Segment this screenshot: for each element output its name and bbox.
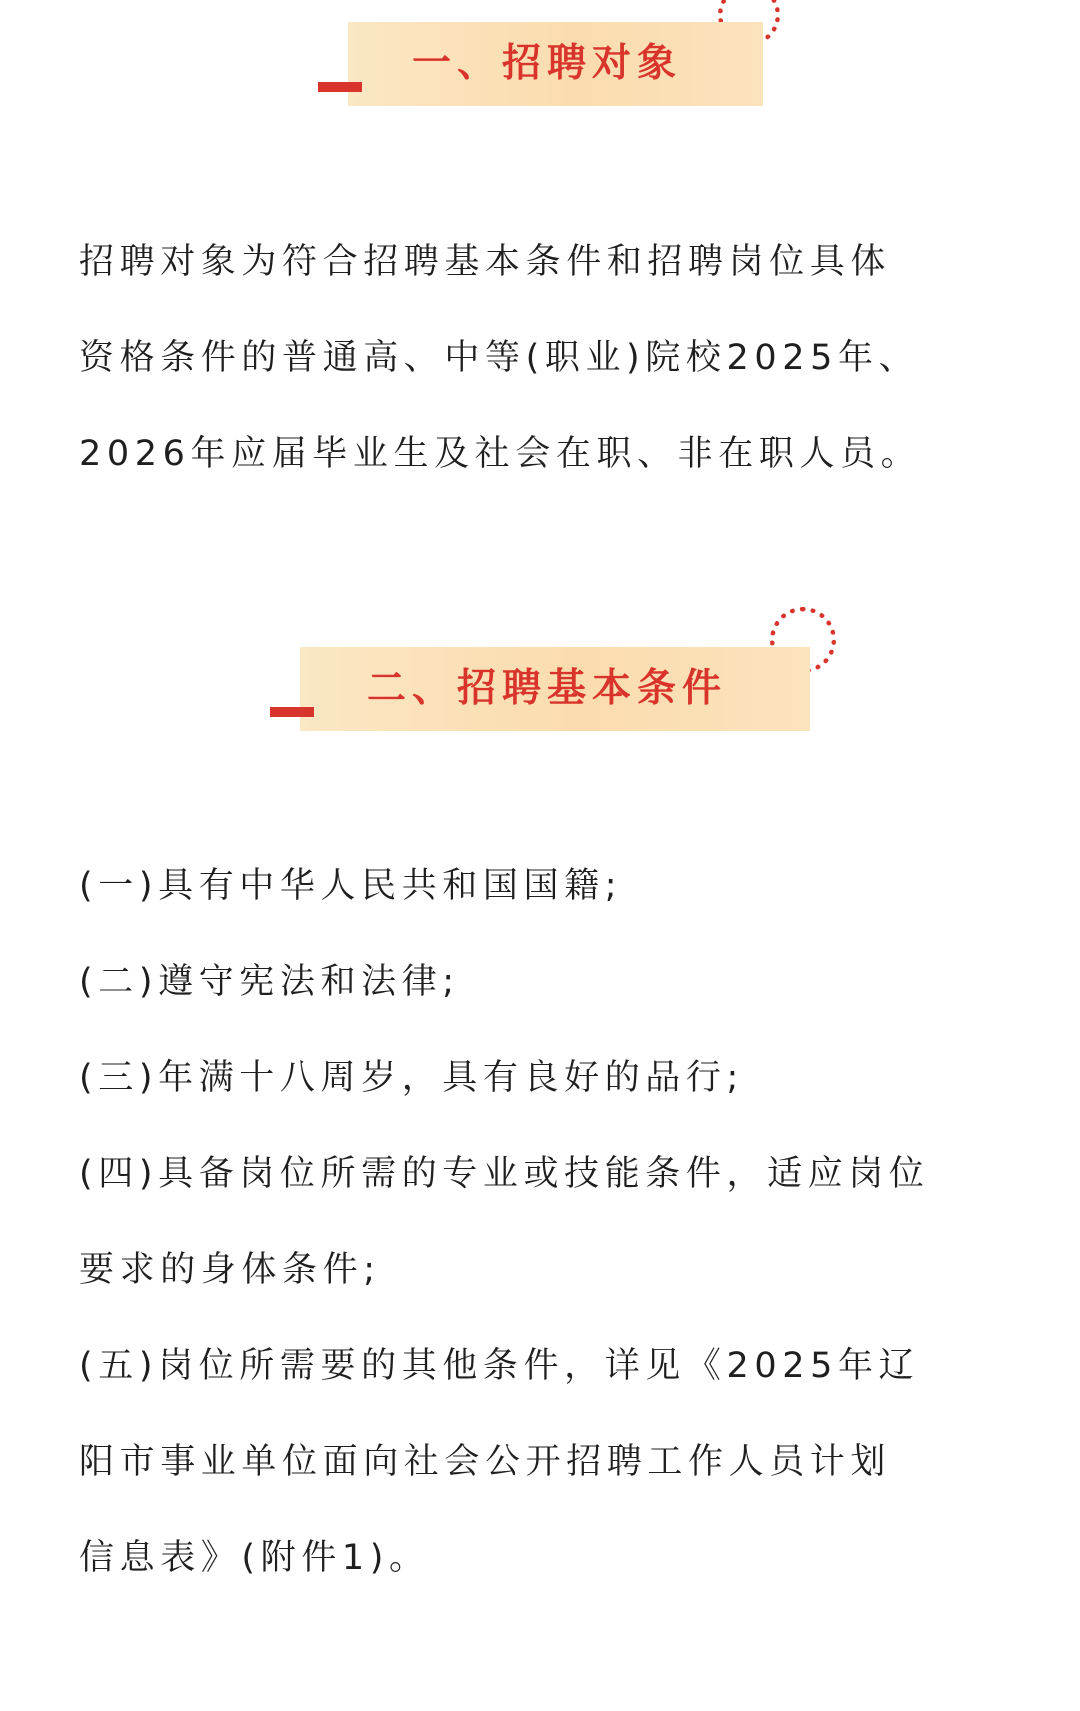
paragraph-line: (三)年满十八周岁，具有良好的品行; [79, 1058, 744, 1098]
paragraph-line: 信息表》(附件1)。 [79, 1538, 430, 1578]
section-header-1 [0, 22, 1080, 106]
paragraph-line: 2026年应届毕业生及社会在职、非在职人员。 [79, 434, 922, 474]
paragraph-line: 阳市事业单位面向社会公开招聘工作人员计划 [79, 1442, 892, 1482]
section-title-2: 二、招聘基本条件 [367, 666, 728, 711]
paragraph-line: 要求的身体条件; [79, 1250, 381, 1290]
paragraph-line: 招聘对象为符合招聘基本条件和招聘岗位具体 [79, 242, 892, 282]
section-2-paragraph [79, 838, 1004, 1606]
paragraph-line: (四)具备岗位所需的专业或技能条件，适应岗位 [79, 1154, 930, 1194]
section-header-2 [0, 647, 1080, 731]
paragraph-line: (二)遵守宪法和法律; [79, 962, 460, 1002]
red-bar-decoration [270, 707, 314, 717]
paragraph-line: 资格条件的普通高、中等(职业)院校2025年、 [79, 338, 920, 378]
paragraph-line: (一)具有中华人民共和国国籍; [79, 866, 623, 906]
red-bar-decoration [318, 82, 362, 92]
section-1-paragraph [79, 214, 1004, 502]
paragraph-line: (五)岗位所需要的其他条件，详见《2025年辽 [79, 1346, 920, 1386]
section-title-1: 一、招聘对象 [412, 41, 683, 86]
